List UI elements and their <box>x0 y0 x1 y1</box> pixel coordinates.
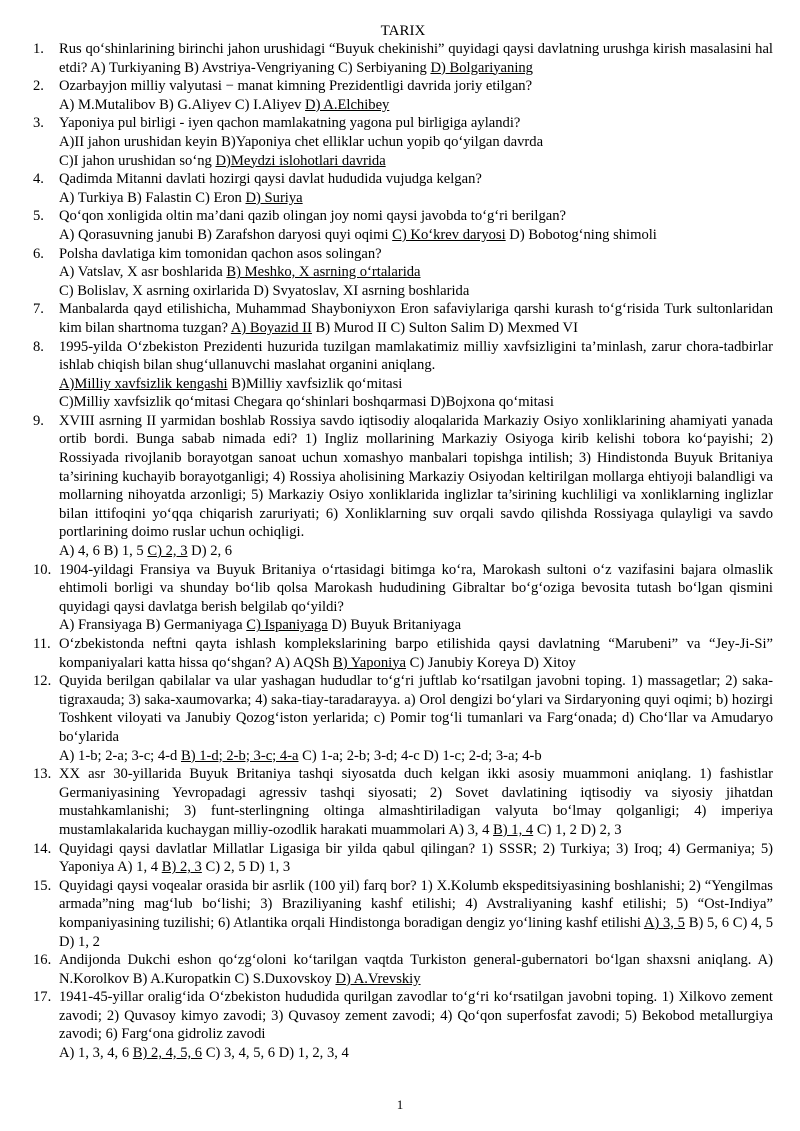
question-item <box>33 170 773 207</box>
question-number: 8. <box>33 338 44 355</box>
question-item <box>33 40 773 77</box>
document-page <box>33 22 773 1063</box>
question-text <box>59 77 773 114</box>
question-number: 11. <box>33 636 51 652</box>
question-fragment: Quyidagi qaysi voqealar orasida bir asrlik (100 yil) farq bor? 1) X.Kolumb ekspeditsiyasining boshlanishi; 2) “Yengilmas armada”ning mag‘lub bo‘lishi; 3) Braziliyaning kashf etilishi; 4) Avstraliyaning kashf etilishi; 5) “Ost-Indiya” kompaniyasining tuzilishi; 6) Atlantika orqali Hindistonga boradigan dengiz yo‘lining kashf etilishi <box>59 877 773 931</box>
correct-answer: D) A.Elchibey <box>305 96 390 113</box>
correct-answer: D)Meydzi islohotlari davrida <box>215 152 386 169</box>
question-text <box>59 170 773 207</box>
question-item <box>33 412 773 561</box>
question-item <box>33 207 773 244</box>
question-text <box>59 561 773 635</box>
question-item <box>33 951 773 988</box>
question-fragment: C) Bolislav, X asrning oxirlarida D) Svyatoslav, XI asrning boshlarida <box>59 282 470 299</box>
correct-answer: B) 1-d; 2-b; 3-c; 4-a <box>180 747 299 764</box>
page-number: 1 <box>396 1097 404 1112</box>
correct-answer: A)Milliy xavfsizlik kengashi <box>59 375 228 392</box>
question-fragment: A) 4, 6 B) 1, 5 <box>59 543 148 560</box>
question-text <box>59 207 773 244</box>
correct-answer: B) 2, 4, 5, 6 <box>132 1045 203 1062</box>
question-item <box>33 765 773 839</box>
question-item <box>33 877 773 951</box>
question-fragment: C) Janubiy Koreya D) Xitoy <box>405 654 576 671</box>
correct-answer: B) 1, 4 <box>493 821 534 838</box>
question-fragment: B) Murod II C) Sulton Salim D) Mexmed VI <box>311 319 578 336</box>
question-fragment: Qo‘qon xonligida oltin ma’dani qazib olingan joy nomi qaysi javobda to‘g‘ri berilgan? <box>59 208 567 225</box>
question-fragment: XVIII asrning II yarmidan boshlab Rossiya savdo iqtisodiy aloqalarida Markaziy Osiyo xonliklarining ahamiyati yanada ortib bordi. Bunga sabab nimada edi? 1) Ingliz mollarining Markaziy Osiyoga kirib kelishi tobora ko‘payishi; 2) Rossiyada rivojlanib borayotgan sanoat uchun xomashyo manbalari topishga intilish; 3) Hindistonda Buyuk Britaniya ta’sirining kuchayib borayotganligi; 4) Rossiya aholisining Markaziy Osiyodan keltirilgan mollarga ehtiyoji balandligi va mollarning nihoyatda arzonligi; 5) Markaziy Osiyo xonliklarida inglizlar ta’sirining kuchliligi va xonliklarning inglizlar bilan ittifoqini yo‘qqa chiqarish zaruriyati; 6) Xonliklarning suv orqali savdo qilishda Rossiyaga qulayligi va savdo portlarining doimo ruslar uchun ochiqligi. <box>59 412 773 541</box>
question-fragment: XX asr 30-yillarida Buyuk Britaniya tashqi siyosatda duch kelgan ikki asosiy muammoni aniqlang. 1) fashistlar Germaniyasining Yevropadagi agressiv tashqi siyosati; 2) Sovet davlatining iqtisodiy va siyosiy jihatdan mustahkamlanishi; 3) funt-sterlingning oltinga almashtiriladigan valyuta bo‘lmay qolganligi; 4) imperiya mustamlakalarida kuchaygan milliy-ozodlik harakati muammolari A) 3, 4 <box>59 766 773 838</box>
question-item <box>33 635 773 672</box>
question-text <box>59 672 773 765</box>
correct-answer: D) A.Vrevskiy <box>335 970 421 987</box>
question-item <box>33 114 773 170</box>
question-fragment: C)I jahon urushidan so‘ng <box>59 152 216 169</box>
question-text <box>59 412 773 561</box>
question-text <box>59 40 773 77</box>
question-fragment: D) 2, 6 <box>187 543 233 560</box>
question-fragment: A) Fransiyaga B) Germaniyaga <box>59 617 247 634</box>
question-fragment: A)II jahon urushidan keyin B)Yaponiya chet elliklar uchun yopib qo‘yilgan davrda <box>59 133 544 150</box>
correct-answer: B) Yaponiya <box>333 654 406 671</box>
question-fragment: A) Vatslav, X asr boshlarida <box>59 264 227 281</box>
question-fragment: C) 3, 4, 5, 6 D) 1, 2, 3, 4 <box>202 1045 349 1062</box>
question-item <box>33 338 773 412</box>
question-number: 9. <box>33 412 44 429</box>
question-item <box>33 245 773 301</box>
question-fragment: B) 5, 6 C) 4, 5 D) 1, 2 <box>59 914 773 950</box>
correct-answer: A) Boyazid II <box>230 319 312 336</box>
question-fragment: 1995-yilda O‘zbekiston Prezidenti huzurida tuzilgan mamlakatimiz milliy xavfsizligini ta’minlash, zarur chora-tadbirlar ishlab chiqish bilan shug‘ullanuvchi maslahat organini aniqlang. <box>59 338 773 374</box>
question-fragment: 1904-yildagi Fransiya va Buyuk Britaniya o‘rtasidagi bitimga ko‘ra, Marokash sultoni o‘z vazifasini bajara olmaslik ehtimoli borligi va shunday bo‘lib qolsa Marokash hududining Gibraltar bo‘g‘oziga bevosita tutash bo‘lgan qismini quyidagi qaysi davlatga berish belgilab qo‘yildi? <box>59 561 773 615</box>
correct-answer: D) Bolgariyaning <box>430 59 533 76</box>
question-item <box>33 672 773 765</box>
correct-answer: B) Meshko, X asrning o‘rtalarida <box>226 264 421 281</box>
question-item <box>33 840 773 877</box>
question-fragment: A) 1, 3, 4, 6 <box>59 1045 133 1062</box>
question-fragment: C) 1, 2 D) 2, 3 <box>533 821 622 838</box>
question-number: 3. <box>33 115 44 132</box>
question-number: 4. <box>33 171 44 188</box>
question-fragment: Andijonda Dukchi eshon qo‘zg‘oloni ko‘tarilgan vaqtda Turkiston general-gubernatori bo‘lgan shaxsni aniqlang. A) N.Korolkov B) A.Kuropatkin C) S.Duxovskoy <box>59 952 773 987</box>
question-number: 6. <box>33 245 44 262</box>
question-fragment: D) Bobotog‘ning shimoli <box>505 226 657 243</box>
question-fragment: Ozarbayjon milliy valyutasi − manat kimning Prezidentligi davrida joriy etilgan? <box>59 78 533 95</box>
question-text <box>59 988 773 1062</box>
question-list <box>33 40 773 1063</box>
question-fragment: O‘zbekistonda neftni qayta ishlash komplekslarining barpo etilishida qaysi davlatning “Marubeni” va “Jey-Ji-Si” kompaniyalari katta hissa qo‘shgan? A) AQSh <box>59 636 773 671</box>
question-number: 7. <box>33 301 44 318</box>
question-text <box>59 951 773 988</box>
correct-answer: D) Suriya <box>245 189 303 206</box>
question-item <box>33 561 773 635</box>
question-text <box>59 300 773 337</box>
question-fragment: A) 1-b; 2-a; 3-c; 4-d <box>59 747 181 764</box>
question-number: 16. <box>33 952 52 969</box>
question-fragment: Yaponiya pul birligi - iyen qachon mamlakatning yagona pul birligiga aylandi? <box>59 115 521 132</box>
question-number: 13. <box>33 766 52 783</box>
question-fragment: Quyida berilgan qabilalar va ular yashagan hududlar to‘g‘ri juftlab ko‘rsatilgan javobni toping. 1) massagetlar; 2) saka-tigraxauda; 3) saka-xaumovarka; 4) saka-tiay-taradarayya. a) Orol dengizi bo‘ylari va Sirdaryoning quyi oqimi; b) hozirgi Toshkent viloyati va Janubiy Qozog‘iston yerlarida; c) Pomir tog‘li tumanlari va Farg‘onada; d) Cho‘llar va Amudaryo bo‘ylarida <box>59 673 773 745</box>
correct-answer: B) 2, 3 <box>161 859 202 876</box>
question-text <box>59 877 773 951</box>
question-number: 15. <box>33 877 52 894</box>
question-item <box>33 300 773 337</box>
question-number: 10. <box>33 561 52 578</box>
question-text <box>59 635 773 672</box>
question-text <box>59 840 773 877</box>
correct-answer: C) Ispaniyaga <box>246 617 328 634</box>
page-title: TARIX <box>380 23 426 39</box>
question-fragment: A) Qorasuvning janubi B) Zarafshon daryosi quyi oqimi <box>59 226 393 243</box>
question-text <box>59 765 773 839</box>
question-item <box>33 988 773 1062</box>
question-number: 14. <box>33 840 52 857</box>
question-fragment: Quyidagi qaysi davlatlar Millatlar Ligasiga bir yilda qabul qilingan? 1) SSSR; 2) Turkiya; 3) Iroq; 4) Germaniya; 5) Yaponiya A) 1, 4 <box>59 840 773 876</box>
question-number: 1. <box>33 41 44 57</box>
question-fragment: A) Turkiya B) Falastin C) Eron <box>59 189 246 206</box>
question-text <box>59 114 773 170</box>
correct-answer: A) 3, 5 <box>643 914 685 931</box>
question-fragment: C)Milliy xavfsizlik qo‘mitasi Chegara qo‘shinlari boshqarmasi D)Bojxona qo‘mitasi <box>59 394 554 411</box>
question-number: 17. <box>33 989 52 1006</box>
correct-answer: C) Ko‘krev daryosi <box>392 226 506 243</box>
question-fragment: 1941-45-yillar oralig‘ida O‘zbekiston hududida qurilgan zavodlar to‘g‘ri ko‘rsatilgan javobni toping. 1) Xilkovo zement zavodi; 2) Quvasoy kimyo zavodi; 3) Quvasoy zement zavodi; 4) Qo‘qon superfosfat zavodi; 5) Bekobod metallurgiya zavodi; 6) Farg‘ona gidroliz zavodi <box>59 989 773 1043</box>
question-item <box>33 77 773 114</box>
question-fragment: C) 1-a; 2-b; 3-d; 4-c D) 1-c; 2-d; 3-a; 4-b <box>298 747 542 764</box>
question-number: 12. <box>33 673 52 690</box>
question-fragment: Qadimda Mitanni davlati hozirgi qaysi davlat hududida vujudga kelgan? <box>59 171 482 188</box>
question-fragment: Manbalarda qayd etilishicha, Muhammad Shayboniyxon Eron safaviylariga qarshi kurash to‘g‘risida Turk sultonlaridan kim bilan shartnoma tuzgan? <box>59 301 773 336</box>
question-fragment: D) Buyuk Britaniyaga <box>327 617 462 634</box>
question-fragment: A) M.Mutalibov B) G.Aliyev C) I.Aliyev <box>59 96 306 113</box>
question-number: 2. <box>33 78 44 95</box>
correct-answer: C) 2, 3 <box>147 543 188 560</box>
question-fragment: C) 2, 5 D) 1, 3 <box>201 859 291 876</box>
question-fragment: B)Milliy xavfsizlik qo‘mitasi <box>227 375 403 392</box>
question-number: 5. <box>33 208 44 225</box>
question-text <box>59 245 773 301</box>
question-text <box>59 338 773 412</box>
question-fragment: Rus qo‘shinlarining birinchi jahon urushidagi “Buyuk chekinishi” quyidagi qaysi davlatning urushga kirish masalasini hal etdi? A) Turkiyaning B) Avstriya-Vengriyaning C) Serbiyaning <box>59 41 773 76</box>
question-fragment: Polsha davlatiga kim tomonidan qachon asos solingan? <box>59 245 382 262</box>
